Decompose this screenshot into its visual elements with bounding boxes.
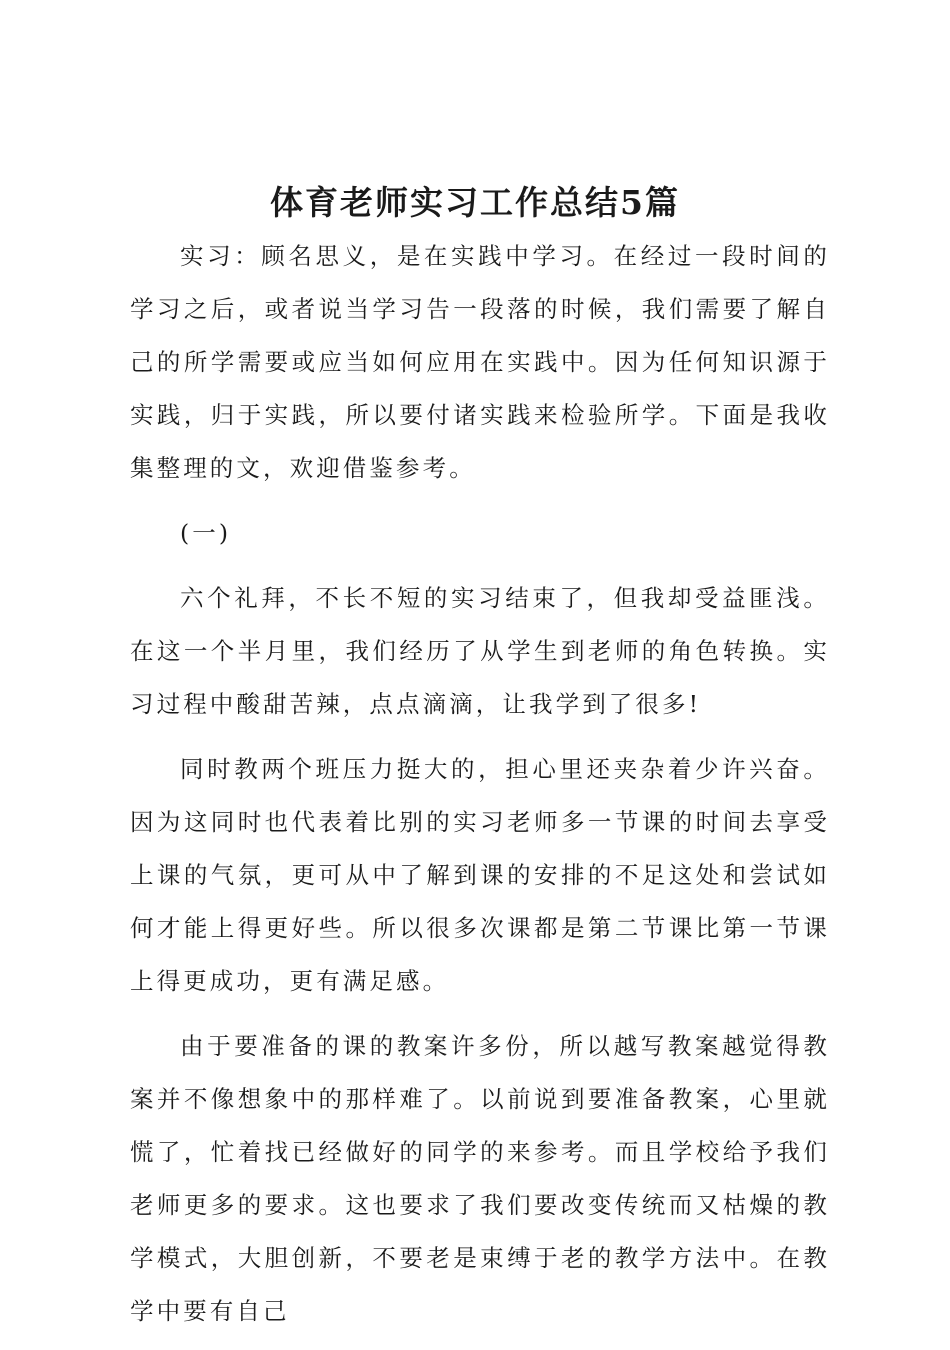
- section-number: (一): [180, 519, 232, 547]
- document-body: [130, 230, 830, 1350]
- paragraph-3: 由于要准备的课的教案许多份，所以越写教案越觉得教案并不像想象中的那样难了。以前说到要准备教案，心里就慌了，忙着找已经做好的同学的来参考。而且学校给予我们老师更多的要求。这也要求了我们要改变传统而又枯燥的教学模式，大胆创新，不要老是束缚于老的教学方法中。在教学中要有自己: [130, 1032, 830, 1325]
- document-title: 体育老师实习工作总结5篇: [270, 183, 680, 222]
- paragraph-intro: 实习：顾名思义，是在实践中学习。在经过一段时间的学习之后，或者说当学习告一段落的时候，我们需要了解自己的所学需要或应当如何应用在实践中。因为任何知识源于实践，归于实践，所以要付诸实践来检验所学。下面是我收集整理的文，欢迎借鉴参考。: [130, 242, 830, 482]
- paragraph-1: 六个礼拜，不长不短的实习结束了，但我却受益匪浅。在这一个半月里，我们经历了从学生到老师的角色转换。实习过程中酸甜苦辣，点点滴滴，让我学到了很多!: [130, 584, 830, 718]
- paragraph-2: 同时教两个班压力挺大的，担心里还夹杂着少许兴奋。因为这同时也代表着比别的实习老师多一节课的时间去享受上课的气氛，更可从中了解到课的安排的不足这处和尝试如何才能上得更好些。所以很多次课都是第二节课比第一节课上得更成功，更有满足感。: [130, 755, 830, 995]
